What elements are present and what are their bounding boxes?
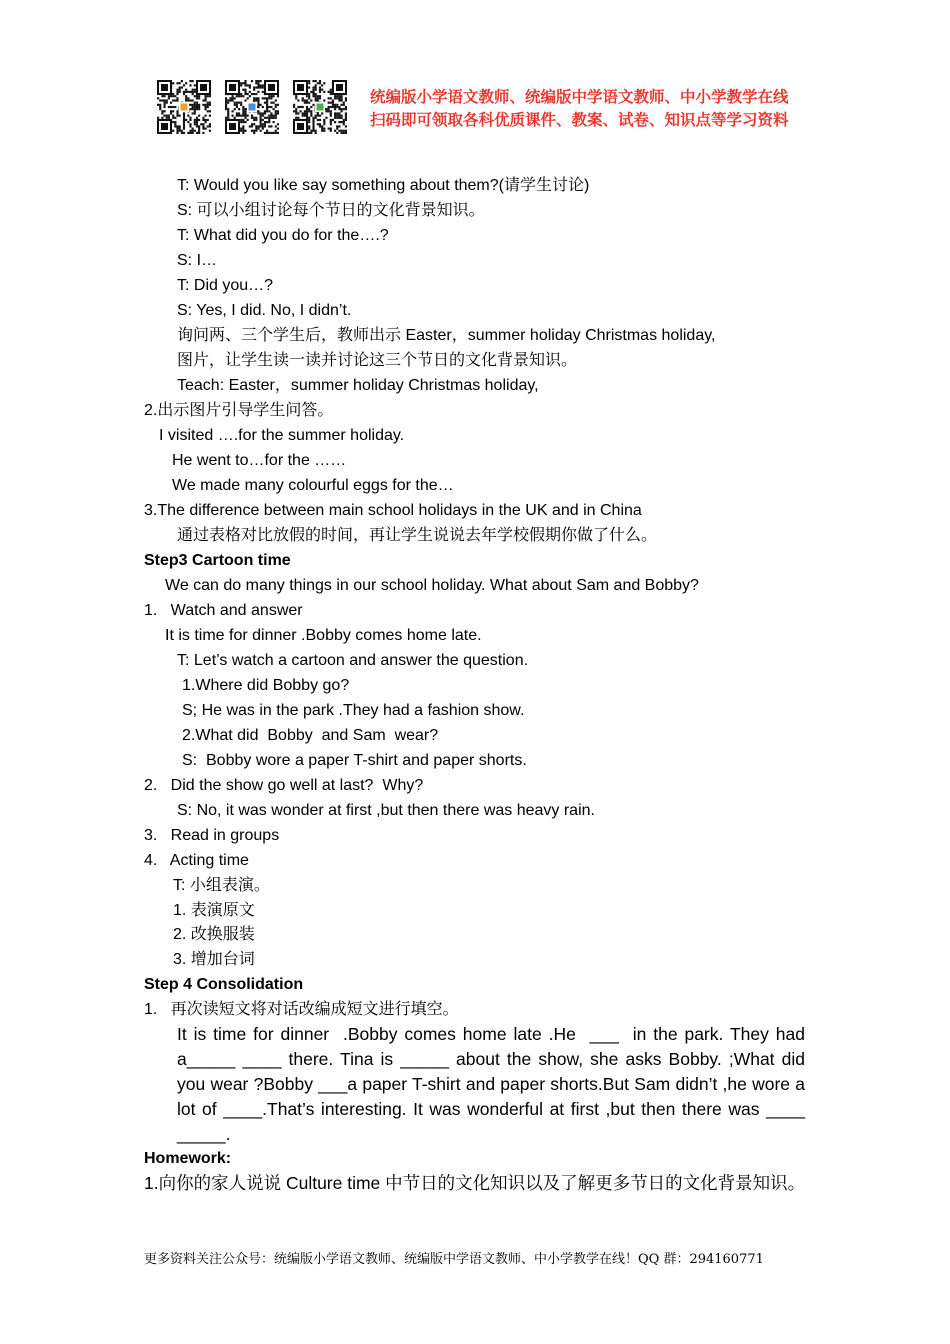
text-line: S; He was in the park .They had a fashion show. xyxy=(182,702,525,719)
qr-code-2 xyxy=(225,80,279,134)
footer-note: 更多资料关注公众号：统编版小学语文教师、统编版中学语文教师、中小学教学在线！QQ 群：294160771 xyxy=(144,1252,764,1267)
text-line: It is time for dinner .Bobby comes home late. xyxy=(165,627,482,644)
text-line: We can do many things in our school holiday. What about Sam and Bobby? xyxy=(165,577,699,594)
text-line: He went to…for the …… xyxy=(172,452,347,469)
text-line: 3. 增加台词 xyxy=(173,951,255,968)
text-line: T: Did you…? xyxy=(177,277,274,294)
homework-heading: Homework: xyxy=(144,1150,232,1167)
text-line: S: No, it was wonder at first ,but then there was heavy rain. xyxy=(177,802,595,819)
text-line: 4. Acting time xyxy=(144,852,249,869)
section-heading: Step3 Cartoon time xyxy=(144,552,291,569)
text-line: S: Bobby wore a paper T-shirt and paper shorts. xyxy=(182,752,527,769)
text-line: 1. 表演原文 xyxy=(173,902,255,919)
header xyxy=(157,80,807,136)
text-line: 1. 再次读短文将对话改编成短文进行填空。 xyxy=(144,1001,459,1018)
text-line: 2. Did the show go well at last? Why? xyxy=(144,777,424,794)
text-line: 询问两、三个学生后，教师出示 Easter，summer holiday Christmas holiday, xyxy=(177,327,716,344)
banner-line-2: 扫码即可领取各科优质课件、教案、试卷、知识点等学习资料 xyxy=(370,111,789,129)
text-line: 图片，让学生读一读并讨论这三个节日的文化背景知识。 xyxy=(177,352,578,369)
text-line: I visited ….for the summer holiday. xyxy=(159,427,405,444)
text-line: 3.The difference between main school holidays in the UK and in China xyxy=(144,502,642,519)
text-line: S: I… xyxy=(177,252,218,269)
text-line: 3. Read in groups xyxy=(144,827,280,844)
qr-code-3 xyxy=(293,80,347,134)
text-line: We made many colourful eggs for the… xyxy=(172,477,454,494)
text-line: S: Yes, I did. No, I didn’t. xyxy=(177,302,352,319)
header-banner xyxy=(370,86,789,132)
text-line: 1.Where did Bobby go? xyxy=(182,677,350,694)
text-line: T: 小组表演。 xyxy=(173,877,270,894)
text-line: T: What did you do for the….? xyxy=(177,227,389,244)
text-line: T: Let’s watch a cartoon and answer the question. xyxy=(177,652,529,669)
text-line: T: Would you like say something about them?(请学生讨论) xyxy=(177,177,590,194)
text-line: 1. Watch and answer xyxy=(144,602,303,619)
text-line: 通过表格对比放假的时间，再让学生说说去年学校假期你做了什么。 xyxy=(177,527,658,544)
text-line: 2.出示图片引导学生问答。 xyxy=(144,402,334,419)
section-heading: Step 4 Consolidation xyxy=(144,976,304,993)
cloze-paragraph: It is time for dinner .Bobby comes home late .He ___ in the park. They had a_____ ____ there. Tina is _____ about the show, she asks Bobby. ;What did you wear ?Bobby ___a paper T-shirt and paper shorts.But Sam didn’t ,he wore a lot of ____.That’s interesting. It was wonderful at first ,but then there was ____ _____. xyxy=(177,1024,810,1144)
homework-text: 1.向你的家人说说 Culture time 中节日的文化知识以及了解更多节日的文化背景知识。 xyxy=(144,1173,806,1193)
text-line: 2.What did Bobby and Sam wear? xyxy=(182,727,439,744)
text-line: Teach: Easter，summer holiday Christmas holiday, xyxy=(177,377,539,394)
text-line: 2. 改换服装 xyxy=(173,926,255,943)
banner-line-1: 统编版小学语文教师、统编版中学语文教师、中小学教学在线 xyxy=(370,88,789,106)
qr-code-1 xyxy=(157,80,211,134)
text-line: S: 可以小组讨论每个节日的文化背景知识。 xyxy=(177,202,485,219)
